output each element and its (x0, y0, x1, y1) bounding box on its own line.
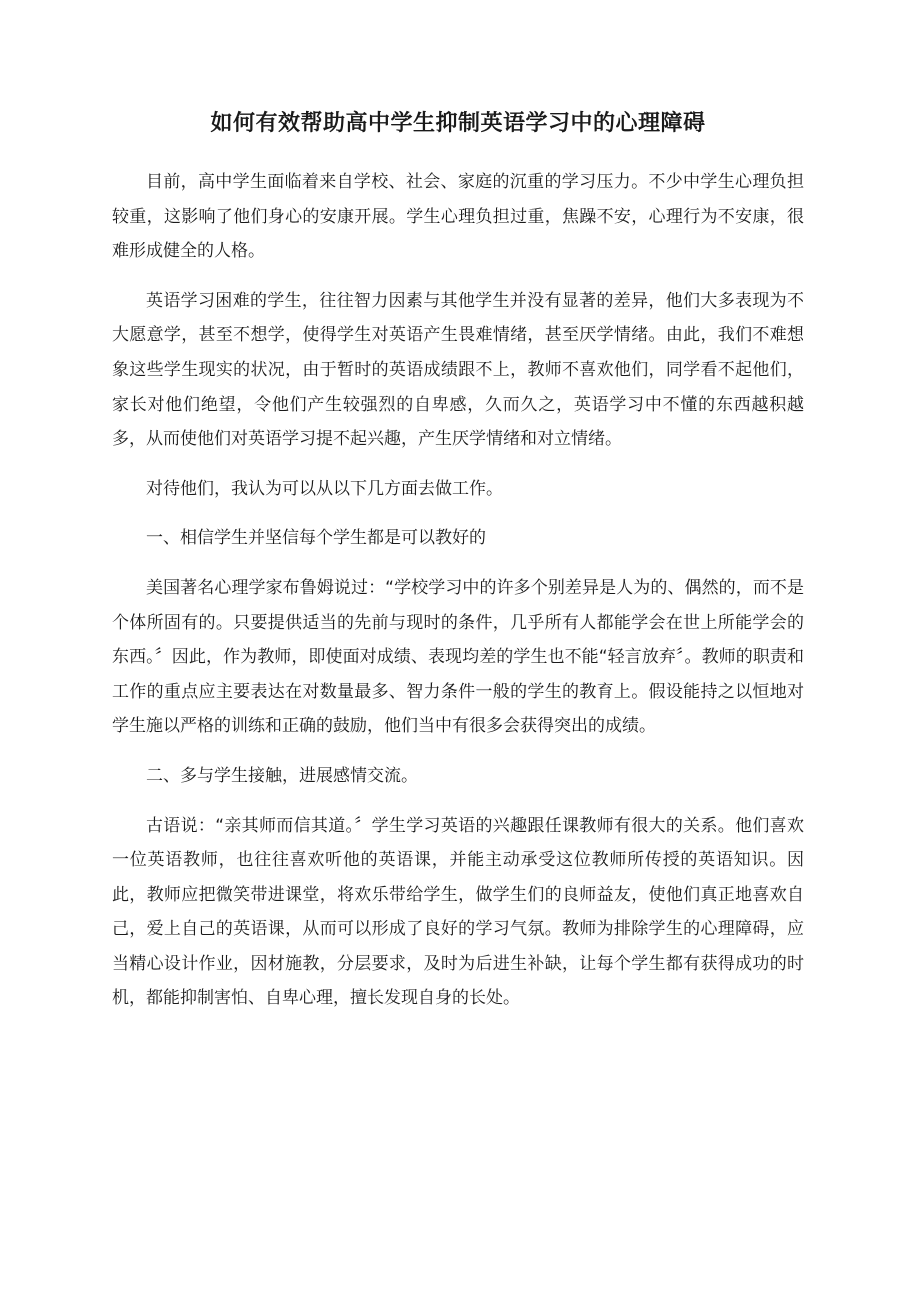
paragraph-emotional-exchange: 古语说：“亲其师而信其道。〞学生学习英语的兴趣跟任课教师有很大的关系。他们喜欢一位英语教师，也往往喜欢听他的英语课，并能主动承受这位教师所传授的英语知识。因此，教师应把微笑带进课堂，将欢乐带给学生，做学生们的良师益友，使他们真正地喜欢自己，爱上自己的英语课，从而可以形成了良好的学习气氛。教师为排除学生的心理障碍，应当精心设计作业，因材施教，分层要求，及时为后进生补缺，让每个学生都有获得成功的时机，都能抑制害怕、自卑心理，擅长发现自身的长处。 (112, 815, 804, 1009)
section-heading-1: 一、相信学生并坚信每个学生都是可以教好的 (146, 528, 486, 549)
section-heading-2: 二、多与学生接触，进展感情交流。 (146, 765, 418, 786)
document-page (112, 0, 804, 1016)
paragraph-difficult-students: 英语学习困难的学生，往往智力因素与其他学生并没有显著的差异，他们大多表现为不大愿意学，甚至不想学，使得学生对英语产生畏难情绪，甚至厌学情绪。由此，我们不难想象这些学生现实的状况，由于暂时的英语成绩跟不上，教师不喜欢他们，同学看不起他们，家长对他们绝望，令他们产生较强烈的自卑感，久而久之，英语学习中不懂的东西越积越多，从而使他们对英语学习提不起兴趣，产生厌学情绪和对立情绪。 (112, 290, 804, 450)
paragraph-intro: 目前，高中学生面临着来自学校、社会、家庭的沉重的学习压力。不少中学生心理负担较重，这影响了他们身心的安康开展。学生心理负担过重，焦躁不安，心理行为不安康，很难形成健全的人格。 (112, 172, 804, 262)
paragraph-bloom-quote: 美国著名心理学家布鲁姆说过：“学校学习中的许多个别差异是人为的、偶然的，而不是个体所固有的。只要提供适当的先前与现时的条件，几乎所有人都能学会在世上所能学会的东西。〞因此，作为教师，即使面对成绩、表现均差的学生也不能“轻言放弃〞。教师的职责和工作的重点应主要表达在对数量最多、智力条件一般的学生的教育上。假设能持之以恒地对学生施以严格的训练和正确的鼓励，他们当中有很多会获得突出的成绩。 (112, 577, 804, 737)
paragraph-approach: 对待他们，我认为可以从以下几方面去做工作。 (146, 478, 503, 499)
document-title: 如何有效帮助高中学生抑制英语学习中的心理障碍 (210, 111, 706, 136)
